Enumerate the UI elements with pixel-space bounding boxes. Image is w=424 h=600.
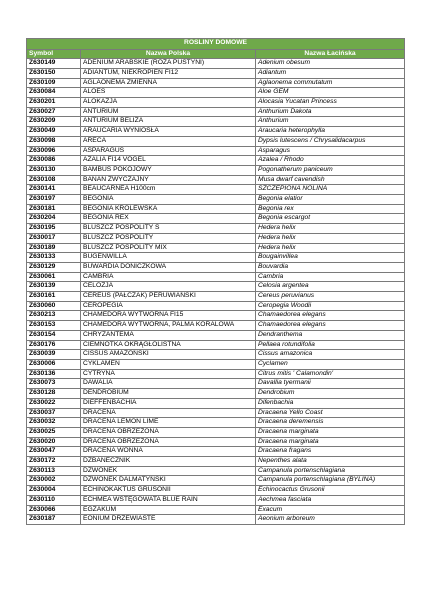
cell-latin-name: Asparagus [256, 146, 405, 156]
cell-latin-name: Musa dwarf cavendish [256, 175, 405, 185]
table-row [27, 98, 405, 108]
cell-polish-name: ADENIUM ARABSKIE (RÓŻA PUSTYNI) [81, 59, 256, 69]
cell-polish-name: CELOZJA [81, 282, 256, 292]
table-row [27, 311, 405, 321]
cell-symbol: Z630189 [27, 243, 81, 253]
cell-latin-name: Chamaedorea elegans [256, 311, 405, 321]
cell-symbol: Z630129 [27, 262, 81, 272]
table-row [27, 253, 405, 263]
cell-latin-name: Adenium obesum [256, 59, 405, 69]
cell-symbol: Z630025 [27, 427, 81, 437]
cell-latin-name: Campanula portenschlagiana (BYLINA) [256, 476, 405, 486]
cell-polish-name: AZALIA FI14 VOGEL [81, 156, 256, 166]
cell-symbol: Z630139 [27, 282, 81, 292]
cell-symbol: Z630209 [27, 117, 81, 127]
cell-polish-name: AGLAONEMA ZMIENNA [81, 78, 256, 88]
cell-polish-name: BEGONIA KRÓLEWSKA [81, 204, 256, 214]
cell-latin-name: Pogonatherum paniceum [256, 165, 405, 175]
cell-symbol: Z630153 [27, 321, 81, 331]
cell-symbol: Z630066 [27, 505, 81, 515]
cell-symbol: Z630136 [27, 369, 81, 379]
cell-latin-name: Davallia tyermanii [256, 379, 405, 389]
cell-polish-name: BUGENWILLA [81, 253, 256, 263]
cell-polish-name: BLUSZCZ POSPOLITY S [81, 224, 256, 234]
cell-symbol: Z630073 [27, 379, 81, 389]
cell-symbol: Z630004 [27, 486, 81, 496]
cell-polish-name: ALOES [81, 88, 256, 98]
cell-polish-name: BEGONIA REX [81, 214, 256, 224]
cell-polish-name: ARECA [81, 136, 256, 146]
table-row [27, 233, 405, 243]
cell-latin-name: Adiantum [256, 68, 405, 78]
cell-polish-name: ECHINOKAKTUS GRUSONII [81, 486, 256, 496]
cell-symbol: Z630086 [27, 156, 81, 166]
cell-polish-name: ECHMEA WSTĘGOWATA BLUE RAIN [81, 495, 256, 505]
cell-latin-name: Chamaedorea elegans [256, 321, 405, 331]
table-row [27, 447, 405, 457]
table-row [27, 195, 405, 205]
cell-symbol: Z630037 [27, 408, 81, 418]
cell-polish-name: CHRYZANTEMA [81, 330, 256, 340]
table-row [27, 214, 405, 224]
cell-polish-name: DRACENA OBRZEŻONA [81, 437, 256, 447]
cell-polish-name: BAMBUS POKOJOWY [81, 165, 256, 175]
cell-symbol: Z630154 [27, 330, 81, 340]
cell-latin-name: Exacum [256, 505, 405, 515]
cell-polish-name: CHAMEDORA WYTWORNA, PALMA KORALOWA [81, 321, 256, 331]
table-row [27, 340, 405, 350]
cell-polish-name: DRACENA WONNA [81, 447, 256, 457]
cell-polish-name: DZWONEK DALMATYŃSKI [81, 476, 256, 486]
table-body [27, 59, 405, 525]
cell-latin-name: Begonia elatior [256, 195, 405, 205]
cell-symbol: Z630204 [27, 214, 81, 224]
table-row [27, 437, 405, 447]
cell-latin-name: Nepenthes alata [256, 457, 405, 467]
cell-polish-name: CYTRYNA [81, 369, 256, 379]
cell-symbol: Z630161 [27, 292, 81, 302]
cell-symbol: Z630181 [27, 204, 81, 214]
plant-table-sheet [26, 38, 404, 525]
table-row [27, 330, 405, 340]
cell-polish-name: EONIUM DRZEWIASTE [81, 515, 256, 525]
cell-symbol: Z630128 [27, 389, 81, 399]
table-row [27, 398, 405, 408]
cell-symbol: Z630187 [27, 515, 81, 525]
table-row [27, 495, 405, 505]
cell-polish-name: BEAUCARNEA H100cm [81, 185, 256, 195]
cell-symbol: Z630113 [27, 466, 81, 476]
cell-polish-name: DRACENA [81, 408, 256, 418]
cell-polish-name: CAMBRIA [81, 272, 256, 282]
cell-symbol: Z630006 [27, 360, 81, 370]
cell-latin-name: Ceropegia Woodii [256, 301, 405, 311]
cell-polish-name: DZWONEK [81, 466, 256, 476]
cell-polish-name: ANTURIUM BELIZA [81, 117, 256, 127]
cell-latin-name: Aglaonema commutatum [256, 78, 405, 88]
cell-symbol: Z630002 [27, 476, 81, 486]
cell-latin-name: Aeonium arboreum [256, 515, 405, 525]
cell-polish-name: ASPARAGUS [81, 146, 256, 156]
cell-symbol: Z630149 [27, 59, 81, 69]
table-row [27, 282, 405, 292]
cell-polish-name: ADIANTUM, NIEKROPIEŃ FI12 [81, 68, 256, 78]
cell-latin-name: Dracaena deremensis [256, 418, 405, 428]
cell-polish-name: CIEMNOTKA OKRĄGŁOLISTNA [81, 340, 256, 350]
cell-symbol: Z630020 [27, 437, 81, 447]
cell-polish-name: BEGONIA [81, 195, 256, 205]
table-row [27, 505, 405, 515]
table-row [27, 78, 405, 88]
cell-symbol: Z630213 [27, 311, 81, 321]
cell-symbol: Z630172 [27, 457, 81, 467]
cell-latin-name: Anthurium [256, 117, 405, 127]
cell-symbol: Z630098 [27, 136, 81, 146]
cell-latin-name: Campanula portenschlagiana [256, 466, 405, 476]
cell-polish-name: DAWALIA [81, 379, 256, 389]
table-row [27, 408, 405, 418]
table-header-row [27, 49, 405, 59]
table-row [27, 224, 405, 234]
table-row [27, 515, 405, 525]
cell-latin-name: Hedera helix [256, 233, 405, 243]
table-row [27, 476, 405, 486]
table-row [27, 486, 405, 496]
table-row [27, 427, 405, 437]
table-row [27, 389, 405, 399]
plant-table [26, 38, 405, 525]
cell-polish-name: BUWARDIA DONICZKOWA [81, 262, 256, 272]
table-row [27, 243, 405, 253]
table-row [27, 457, 405, 467]
table-row [27, 350, 405, 360]
cell-latin-name: Begonia escargot [256, 214, 405, 224]
cell-symbol: Z630133 [27, 253, 81, 263]
cell-latin-name: Dendrobium [256, 389, 405, 399]
cell-latin-name: SZCZEPIONA NOLINA [256, 185, 405, 195]
cell-latin-name: Dendranthema [256, 330, 405, 340]
table-title: ROŚLINY DOMOWE [27, 39, 405, 50]
cell-polish-name: CYKLAMEN [81, 360, 256, 370]
cell-latin-name: Hedera helix [256, 243, 405, 253]
cell-polish-name: CHAMEDORA WYTWORNA FI15 [81, 311, 256, 321]
cell-latin-name: Anthurium Dakota [256, 107, 405, 117]
table-row [27, 292, 405, 302]
cell-latin-name: Aechmea fasciata [256, 495, 405, 505]
cell-polish-name: DIEFFENBACHIA [81, 398, 256, 408]
cell-latin-name: Dracaena fragans [256, 447, 405, 457]
table-row [27, 418, 405, 428]
cell-symbol: Z630049 [27, 127, 81, 137]
cell-polish-name: DZBANECZNIK [81, 457, 256, 467]
cell-latin-name: Cyclamen [256, 360, 405, 370]
cell-symbol: Z630150 [27, 68, 81, 78]
table-row [27, 301, 405, 311]
cell-latin-name: Cereus peruvianus [256, 292, 405, 302]
cell-latin-name: Bouvardia [256, 262, 405, 272]
cell-latin-name: Echinocactus Grusonii [256, 486, 405, 496]
cell-symbol: Z630084 [27, 88, 81, 98]
cell-polish-name: ANTURIUM [81, 107, 256, 117]
cell-symbol: Z630130 [27, 165, 81, 175]
table-row [27, 165, 405, 175]
table-row [27, 88, 405, 98]
cell-symbol: Z630061 [27, 272, 81, 282]
cell-latin-name: Celosia argentea [256, 282, 405, 292]
table-row [27, 185, 405, 195]
cell-latin-name: Hedera helix [256, 224, 405, 234]
cell-polish-name: CEROPEGIA [81, 301, 256, 311]
cell-latin-name: Araucaria heterophylla [256, 127, 405, 137]
cell-polish-name: CEREUS (PAŁCZAK) PERUWIAŃSKI [81, 292, 256, 302]
cell-symbol: Z630110 [27, 495, 81, 505]
cell-latin-name: Citrus mitis ' Calamondin' [256, 369, 405, 379]
table-row [27, 68, 405, 78]
cell-symbol: Z630027 [27, 107, 81, 117]
cell-symbol: Z630108 [27, 175, 81, 185]
table-row [27, 466, 405, 476]
cell-polish-name: DRACENA LEMON LIME [81, 418, 256, 428]
cell-symbol: Z630032 [27, 418, 81, 428]
cell-symbol: Z630022 [27, 398, 81, 408]
cell-polish-name: DENDROBIUM [81, 389, 256, 399]
table-row [27, 107, 405, 117]
cell-polish-name: ALOKAZJA [81, 98, 256, 108]
table-row [27, 379, 405, 389]
table-row [27, 369, 405, 379]
cell-symbol: Z630096 [27, 146, 81, 156]
table-title-row [27, 39, 405, 50]
cell-symbol: Z630197 [27, 195, 81, 205]
cell-symbol: Z630176 [27, 340, 81, 350]
cell-latin-name: Bougainvillea [256, 253, 405, 263]
cell-symbol: Z630141 [27, 185, 81, 195]
cell-latin-name: Alocasia Yucatan Princess [256, 98, 405, 108]
cell-latin-name: Dracaena marginata [256, 427, 405, 437]
table-row [27, 262, 405, 272]
cell-symbol: Z630060 [27, 301, 81, 311]
table-row [27, 146, 405, 156]
table-row [27, 156, 405, 166]
table-row [27, 127, 405, 137]
table-row [27, 136, 405, 146]
cell-symbol: Z630047 [27, 447, 81, 457]
cell-polish-name: BLUSZCZ POSPOLITY MIX [81, 243, 256, 253]
cell-latin-name: Dracaena Yello Coast [256, 408, 405, 418]
cell-polish-name: BANAN ZWYCZAJNY [81, 175, 256, 185]
cell-polish-name: DRACENA OBRZEŻONA [81, 427, 256, 437]
table-row [27, 175, 405, 185]
table-row [27, 360, 405, 370]
cell-latin-name: Begonia rex [256, 204, 405, 214]
table-row [27, 272, 405, 282]
cell-latin-name: Cambria [256, 272, 405, 282]
header-latin-name: Nazwa Łacińska [256, 49, 405, 59]
table-row [27, 204, 405, 214]
cell-symbol: Z630195 [27, 224, 81, 234]
cell-polish-name: EGZAKUM [81, 505, 256, 515]
cell-latin-name: Pellaea rotundifolia [256, 340, 405, 350]
table-row [27, 59, 405, 69]
cell-symbol: Z630201 [27, 98, 81, 108]
header-symbol: Symbol [27, 49, 81, 59]
cell-latin-name: Difenbachia [256, 398, 405, 408]
cell-polish-name: CISSUS AMAZOŃSKI [81, 350, 256, 360]
cell-symbol: Z630109 [27, 78, 81, 88]
cell-symbol: Z630017 [27, 233, 81, 243]
cell-polish-name: ARAUCARIA WYNIOSŁA [81, 127, 256, 137]
cell-latin-name: Cissus amazonica [256, 350, 405, 360]
header-polish-name: Nazwa Polska [81, 49, 256, 59]
cell-latin-name: Dracaena marginata [256, 437, 405, 447]
table-row [27, 321, 405, 331]
cell-latin-name: Azalea / Rhodo [256, 156, 405, 166]
cell-polish-name: BLUSZCZ POSPOLITY [81, 233, 256, 243]
cell-latin-name: Aloe GEM [256, 88, 405, 98]
cell-latin-name: Dypsis lutescens / Chrysalidacarpus [256, 136, 405, 146]
table-row [27, 117, 405, 127]
cell-symbol: Z630039 [27, 350, 81, 360]
